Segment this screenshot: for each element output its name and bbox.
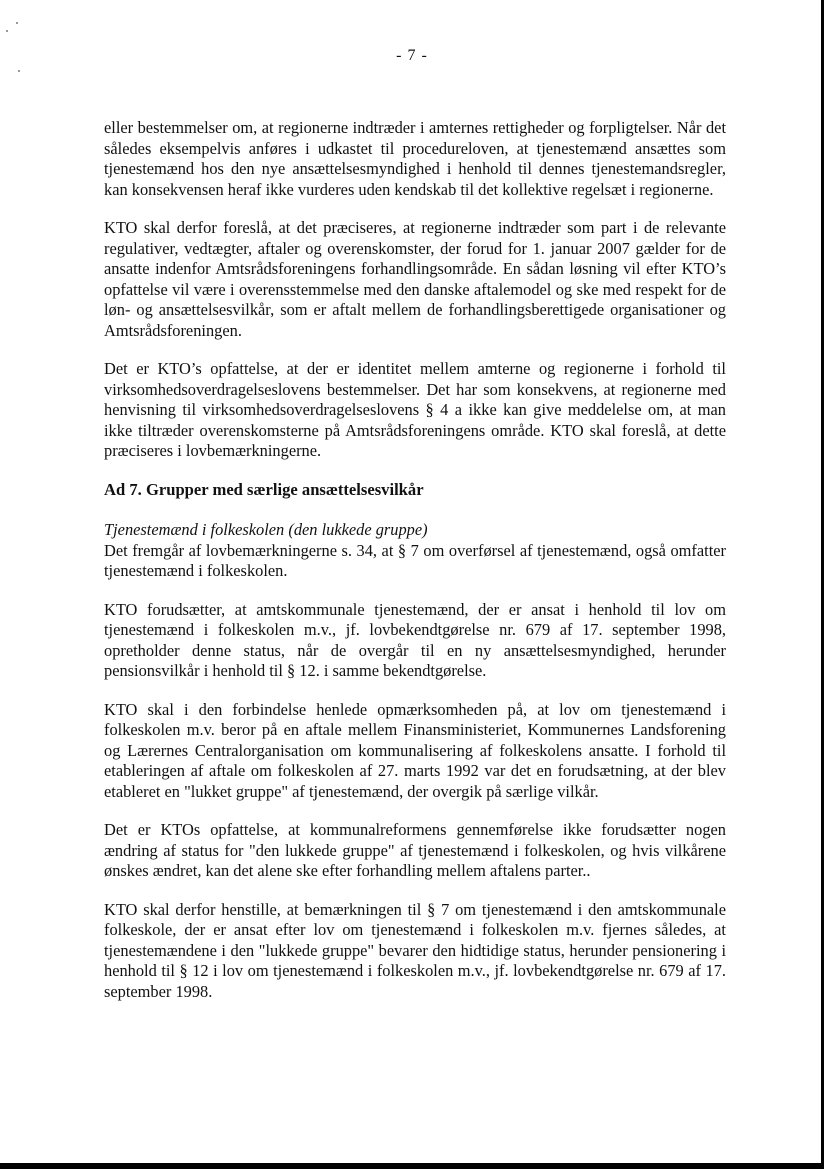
section-paragraph-5: KTO skal derfor henstille, at bemærkningen til § 7 om tjenestemænd i den amtskommunale folkeskole, der er ansat efter lov om tjenestemænd i folkeskolen m.v. fjernes således, at tjenestemændene i den "lukkede gruppe" bevarer den hidtidige status, herunder pensionering i henhold til § 12 i lov om tjenestemænd i folkeskolen m.v., jf. lovbekendtgørelse nr. 679 af 17. september 1998. — [104, 899, 726, 1001]
scan-speck — [6, 30, 8, 32]
section-subheading: Tjenestemænd i folkeskolen (den lukkede gruppe) — [104, 520, 428, 539]
section-paragraph-2: KTO forudsætter, at amtskommunale tjenestemænd, der er ansat i henhold til lov om tjenestemænd i folkeskolen m.v., jf. lovbekendtgørelse nr. 679 af 17. september 1998, opretholder denne status, når de overgår til en ny ansættelsesmyndighed, herunder pensionsvilkår i henhold til § 12. i samme bekendtgørelse. — [104, 599, 726, 680]
section-heading: Ad 7. Grupper med særlige ansættelsesvilkår — [104, 479, 424, 499]
page-number: - 7 - — [396, 47, 428, 64]
section-paragraph-4: Det er KTOs opfattelse, at kommunalreformens gennemførelse ikke forudsætter nogen ændring af status for "den lukkede gruppe" af tjenestemænd i folkeskolen, og hvis vilkårene ønskes ændret, kan det alene ske efter forhandling mellem aftalens parter.. — [104, 820, 726, 880]
section-paragraph-3: KTO skal i den forbindelse henlede opmærksomheden på, at lov om tjenestemænd i folkeskolen m.v. beror på en aftale mellem Finansministeriet, Kommunernes Landsforening og Lærernes Centralorganisation om kommunalisering af folkeskolens ansatte. I forhold til etableringen af aftale om folkeskolen af 27. marts 1992 var det en forudsætning, at der blev etableret en "lukket gruppe" af tjenestemænd, der overgik på særlige vilkår. — [104, 699, 726, 801]
scan-edge-bottom — [0, 1163, 824, 1169]
scan-speck — [18, 70, 20, 72]
paragraph-1: eller bestemmelser om, at regionerne indtræder i amternes rettigheder og forpligtelser. Når det således eksempelvis anføres i udkastet til procedureloven, at tjenestemænd ansættes som tjenestemænd hos den nye ansættelsesmyndighed i henhold til dennes tjenestemandsregler, kan konsekvensen heraf ikke vurderes uden kendskab til det kollektive regelsæt i regionerne. — [104, 118, 726, 199]
paragraph-3: Det er KTO’s opfattelse, at der er identitet mellem amterne og regionerne i forhold til virksomhedsoverdragelseslovens bestemmelser. Det har som konsekvens, at regionerne med henvisning til virksomhedsoverdragelseslovens § 4 a ikke kan give meddelelse om, at man ikke tiltræder overenskomsterne på Amtsrådsforeningens område. KTO skal foreslå, at dette præciseres i lovbemærkningerne. — [104, 359, 726, 460]
scan-speck — [16, 22, 18, 24]
document-body — [104, 118, 726, 1020]
paragraph-2: KTO skal derfor foreslå, at det præciseres, at regionerne indtræder som part i de relevante regulativer, vedtægter, aftaler og overenskomster, der forud for 1. januar 2007 gælder for de ansatte indenfor Amtsrådsforeningens forhandlingsområde. En sådan løsning vil efter KTO’s opfattelse vil være i overensstemmelse med den danske aftalemodel og ske med respekt for de løn- og ansættelsesvilkår, som er aftalt mellem de forhandlingsberettigede organisationer og Amtsrådsforeningen. — [104, 218, 726, 340]
section-paragraph-1: Det fremgår af lovbemærkningerne s. 34, at § 7 om overførsel af tjenestemænd, også omfatter tjenestemænd i folkeskolen. — [104, 540, 726, 580]
